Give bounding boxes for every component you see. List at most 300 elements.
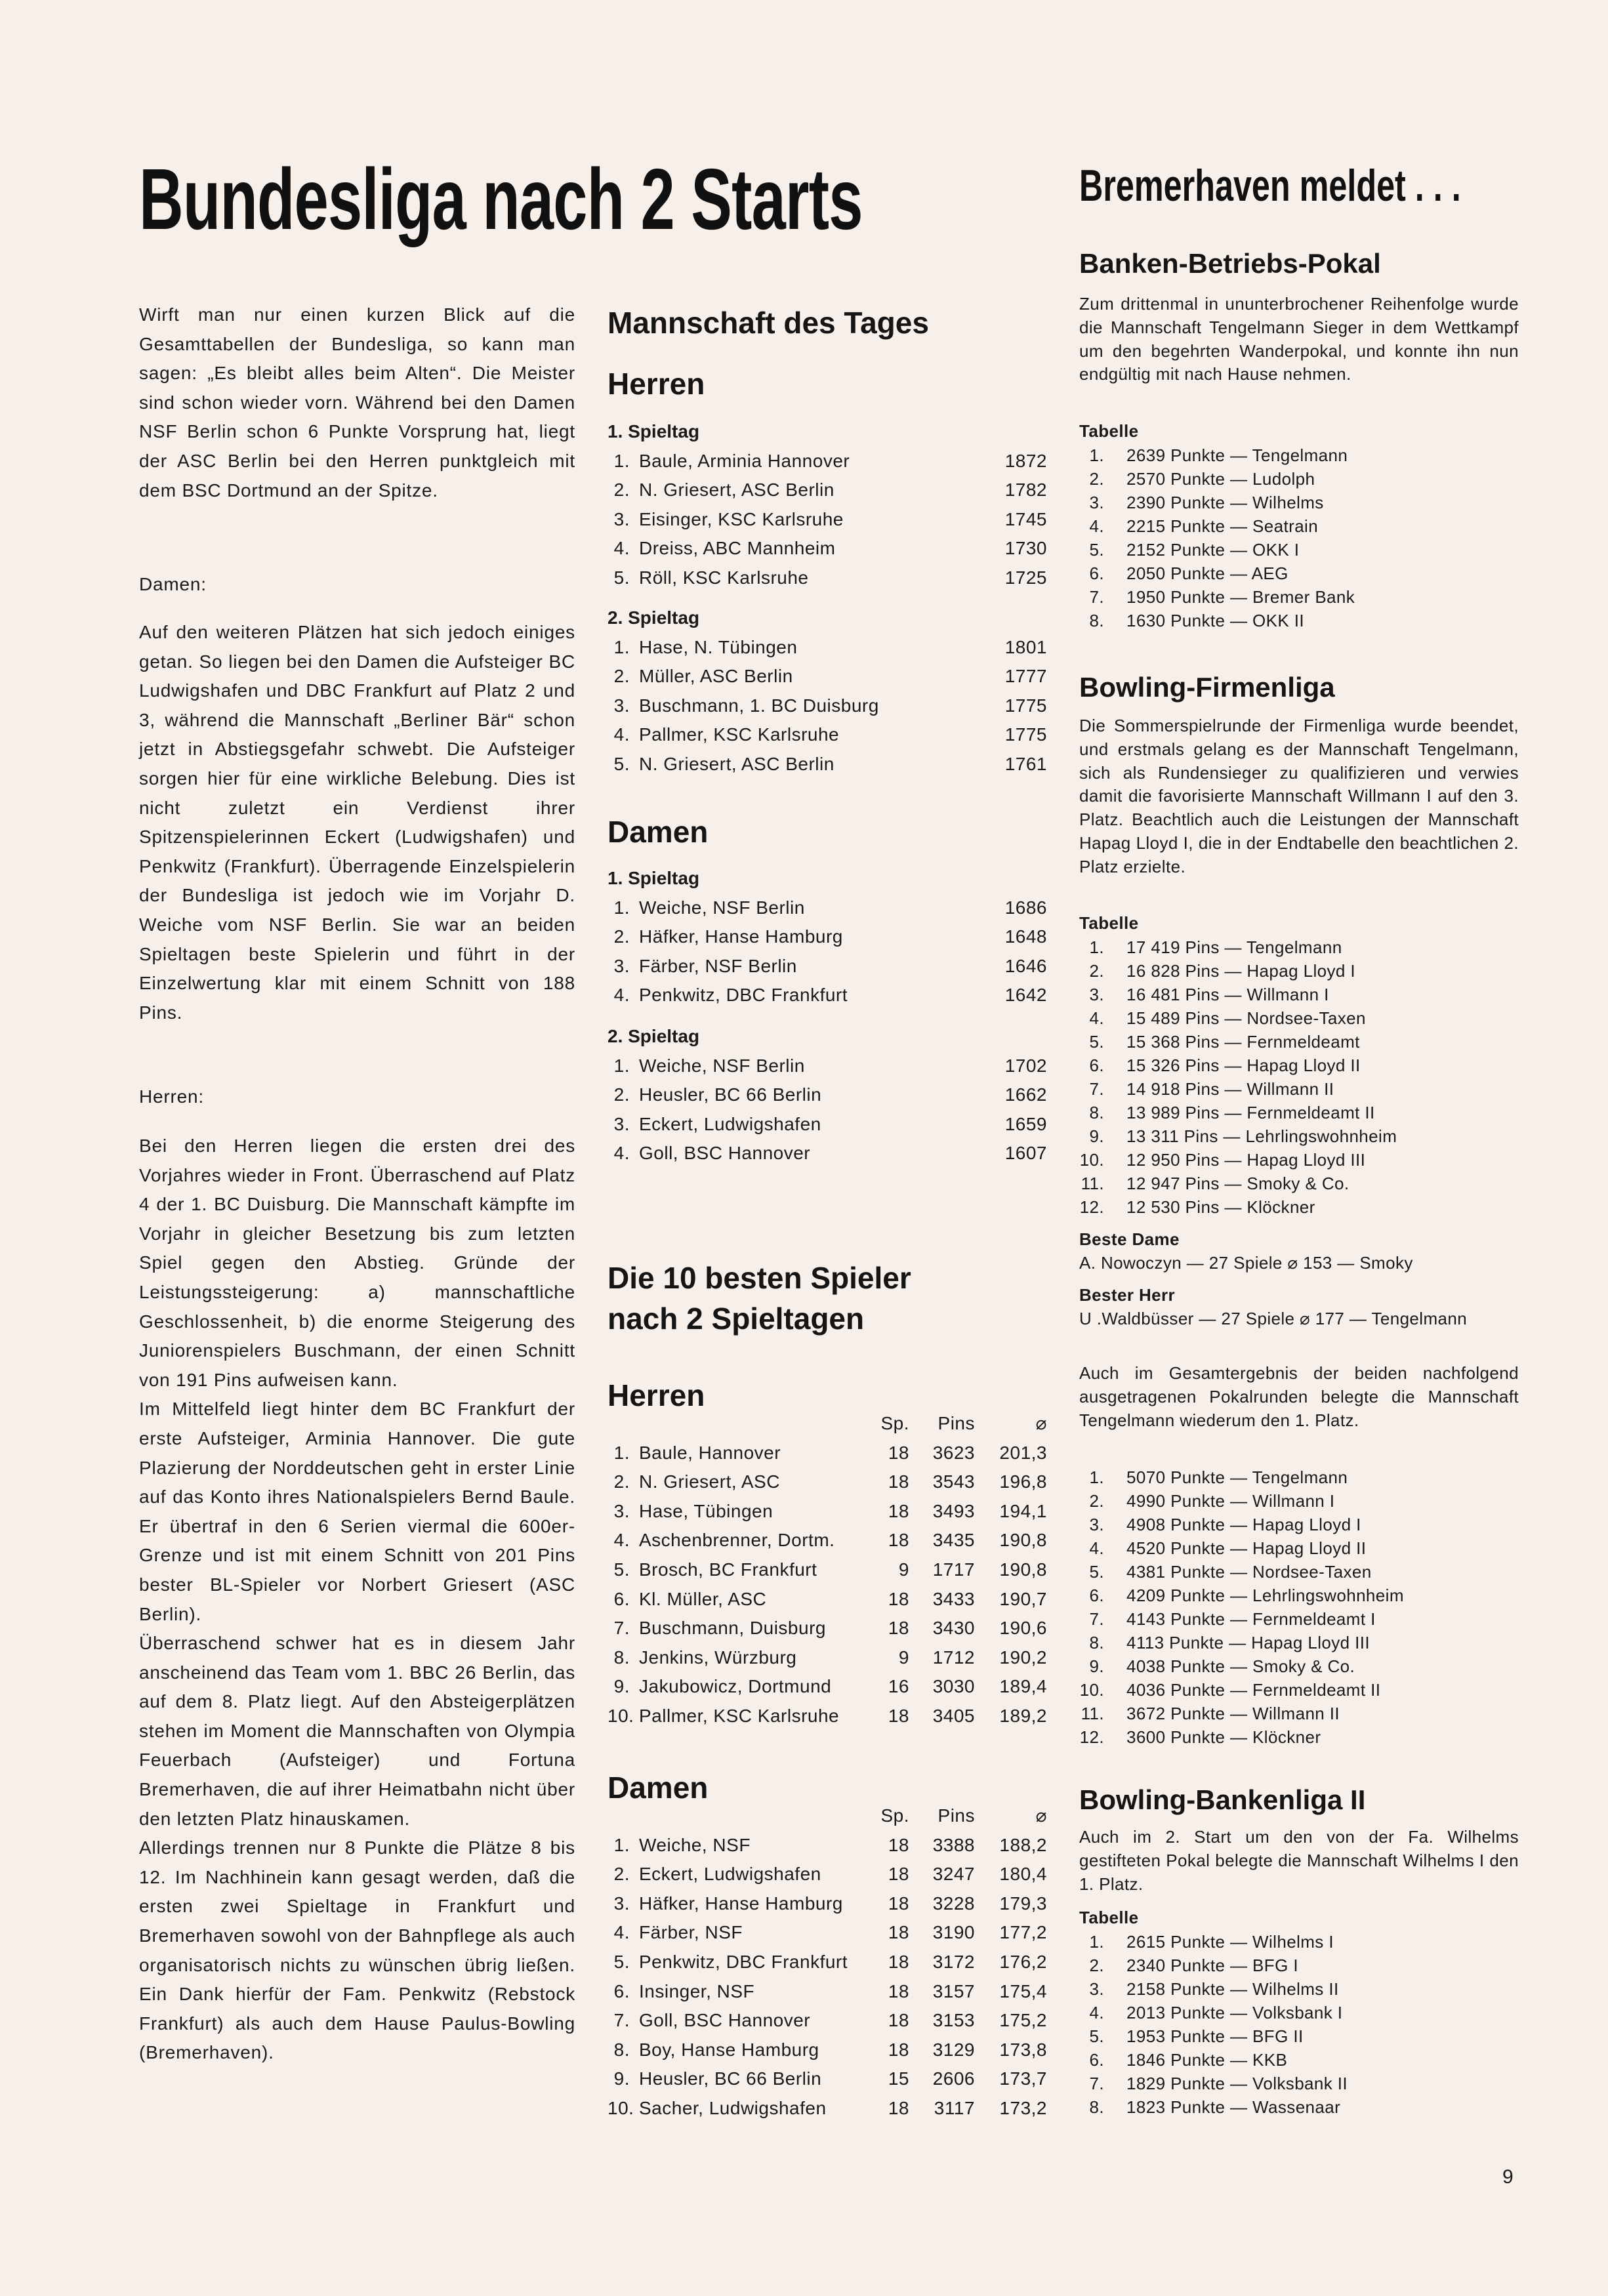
table-row [608, 922, 1047, 952]
result: 4038 Punkte — Smoky & Co. [1126, 1656, 1355, 1676]
bester-herr-value: U .Waldbüsser — 27 Spiele ⌀ 177 — Tengelmann [1079, 1308, 1468, 1328]
rank: 4. [1089, 2002, 1104, 2022]
games: 18 [888, 1893, 909, 1914]
result: 12 947 Pins — Smoky & Co. [1126, 1173, 1350, 1193]
rank: 9. [613, 2068, 630, 2089]
bankenliga-heading: Bowling-Bankenliga II [1079, 1784, 1366, 1815]
result: 1953 Punkte — BFG II [1126, 2026, 1304, 2046]
table-header [608, 1409, 1047, 1439]
rank: 4. [613, 1922, 630, 1943]
result: 4143 Punkte — Fernmeldeamt I [1126, 1609, 1376, 1629]
rank: 3. [613, 1893, 630, 1914]
player-name: Färber, NSF Berlin [639, 955, 797, 976]
player-name: Eisinger, KSC Karlsruhe [639, 508, 844, 529]
table-row [608, 1948, 1047, 1977]
rank: 2. [613, 480, 630, 501]
result: 3600 Punkte — Klöckner [1126, 1727, 1321, 1747]
result: 13 311 Pins — Lehrlingswohnheim [1126, 1126, 1397, 1146]
table-row [608, 534, 1047, 564]
gesamtergebnis-table [1079, 1466, 1519, 1749]
header-avg: ⌀ [1035, 1805, 1047, 1826]
pins: 3623 [932, 1442, 975, 1463]
pins: 3433 [932, 1588, 975, 1609]
score: 1761 [1004, 753, 1047, 774]
damen-spieltag-2 [608, 1022, 1047, 1168]
pins: 3228 [932, 1893, 975, 1914]
rank: 2. [1089, 960, 1104, 981]
rank: 2. [1089, 468, 1104, 489]
header-pins: Pins [938, 1413, 975, 1433]
table-row [608, 1555, 1047, 1585]
damen-text: Auf den weiteren Plätzen hat sich jedoch einiges getan. So liegen bei den Damen die Aufsteiger BC Ludwigshafen und DBC Frankfurt auf Platz 2 und 3, während die Mannschaft „Berliner Bär“ schon jetzt in Abstiegsgefahr schwebt. Die Aufsteiger sorgen hier für eine wirkliche Belebung. Dies ist nicht zuletzt ein Verdienst ihrer Spitzenspielerinnen Eckert (Ludwigshafen) und Penkwitz (Frankfurt). Überragende Einzelspielerin der Bundesliga ist jedoch wie im Vorjahr D. Weiche vom NSF Berlin. Sie war an beiden Spieltagen beste Spielerin und führt in der Einzelwertung klar mit einem Schnitt von 188 Pins. [139, 622, 575, 1023]
average: 190,8 [999, 1530, 1047, 1551]
list-item [1079, 1054, 1519, 1077]
score: 1648 [1004, 926, 1047, 947]
rank: 6. [1089, 563, 1104, 583]
rank: 1. [1089, 1931, 1104, 1952]
player-name: Hase, Tübingen [639, 1500, 773, 1521]
player-name: Heusler, BC 66 Berlin [639, 1084, 822, 1105]
player-name: Eckert, Ludwigshafen [639, 1864, 821, 1885]
rank: 7. [613, 1618, 630, 1639]
games: 18 [888, 1922, 909, 1943]
average: 175,4 [999, 1980, 1047, 2001]
average: 179,3 [999, 1893, 1047, 1914]
pins: 3247 [932, 1864, 975, 1885]
rank: 8. [613, 1647, 630, 1668]
player-name: Buschmann, 1. BC Duisburg [639, 695, 879, 716]
banken-paragraph [1079, 293, 1519, 386]
table-row [608, 750, 1047, 779]
table-row [608, 447, 1047, 476]
herren-text-4: Allerdings trennen nur 8 Punkte die Plätze 8 bis 12. Im Nachhinein kann gesagt werden, daß die ersten zwei Spieltage in Frankfurt und Bremerhaven sowohl von der Bahnpflege als auch organisatorisch nichts zu wünschen übrig ließen. Ein Dank hierfür der Fam. Penkwitz (Rebstock Frankfurt) als auch dem Hause Paulus-Bowling (Bremerhaven). [139, 1837, 575, 2063]
rank: 4. [613, 1143, 630, 1164]
spieltag-label: 1. Spieltag [608, 868, 700, 888]
spieltag-label: 1. Spieltag [608, 421, 700, 441]
best-heading-line2: nach 2 Spieltagen [608, 1302, 865, 1336]
player-name: Weiche, NSF Berlin [639, 897, 805, 918]
player-name: Brosch, BC Frankfurt [639, 1559, 817, 1580]
rank: 5. [1089, 1562, 1104, 1582]
rank: 1. [1089, 937, 1104, 957]
result: 1846 Punkte — KKB [1126, 2049, 1288, 2070]
player-name: Penkwitz, DBC Frankfurt [639, 985, 848, 1006]
rank: 10. [608, 1705, 634, 1726]
player-name: Häfker, Hanse Hamburg [639, 926, 843, 947]
result: 2570 Punkte — Ludolph [1126, 468, 1315, 489]
beste-dame [1079, 1228, 1519, 1275]
table-row [608, 2064, 1047, 2094]
result: 2050 Punkte — AEG [1126, 563, 1288, 583]
average: 188,2 [999, 1834, 1047, 1855]
average: 176,2 [999, 1951, 1047, 1972]
pins: 3435 [932, 1530, 975, 1551]
mannschaft-herren-heading: Herren [608, 367, 705, 401]
list-item [1079, 1930, 1519, 1954]
result: 3672 Punkte — Willmann II [1126, 1704, 1340, 1723]
rank: 5. [1089, 2026, 1104, 2046]
rank: 8. [1089, 1633, 1104, 1652]
best-damen-table [608, 1801, 1047, 2123]
best-damen-heading: Damen [608, 1771, 709, 1805]
player-name: Weiche, NSF [639, 1834, 751, 1855]
result: 2390 Punkte — Wilhelms [1126, 492, 1324, 512]
list-item [1079, 959, 1519, 983]
list-item [1079, 1977, 1519, 2001]
list-item [1079, 983, 1519, 1006]
score: 1702 [1004, 1055, 1047, 1076]
rank: 2. [613, 926, 630, 947]
games: 18 [888, 1834, 909, 1855]
table-row [608, 1918, 1047, 1948]
header-spacer [608, 1409, 630, 1439]
result: 2013 Punkte — Volksbank I [1126, 2002, 1343, 2022]
firmenliga-text: Die Sommerspielrunde der Firmenliga wurde beendet, und erstmals gelang es der Mannschaft Tengelmann, sich als Rundensieger zu qualifizieren und verwies damit die favorisierte Mannschaft Willmann I auf den 3. Platz. Beachtlich auch die Leistungen der Mannschaft Hapag Lloyd I, die in der Endtabelle den beachtlichen 2. Platz erzielte. [1079, 716, 1519, 876]
score: 1642 [1004, 985, 1047, 1006]
rank: 11. [1081, 1173, 1104, 1193]
pins: 3430 [932, 1618, 975, 1639]
rank: 3. [613, 955, 630, 976]
rank: 2. [1089, 1491, 1104, 1511]
list-item [1079, 1954, 1519, 1977]
table-row [608, 720, 1047, 750]
list-item [1079, 2072, 1519, 2095]
score: 1801 [1004, 636, 1047, 657]
average: 173,2 [999, 2097, 1047, 2118]
rank: 11. [1081, 1704, 1104, 1723]
player-name: Jenkins, Würzburg [639, 1647, 797, 1668]
rank: 1. [613, 636, 630, 657]
rank: 8. [1089, 2097, 1104, 2117]
list-item [1079, 1489, 1519, 1513]
header-pins: Pins [938, 1805, 975, 1826]
average: 173,7 [999, 2068, 1047, 2089]
table-row [608, 1977, 1047, 2007]
herren-label: Herren: [139, 1086, 204, 1107]
list-item [1079, 1124, 1519, 1148]
list-item [1079, 1607, 1519, 1631]
rank: 1. [613, 1442, 630, 1463]
pins: 3388 [932, 1834, 975, 1855]
pins: 3153 [932, 2010, 975, 2031]
rank: 3. [1089, 492, 1104, 512]
list-item [1079, 1725, 1519, 1749]
result: 2340 Punkte — BFG I [1126, 1955, 1298, 1975]
best-players-heading [608, 1258, 1047, 1339]
result: 2215 Punkte — Seatrain [1126, 516, 1319, 536]
average: 190,8 [999, 1559, 1047, 1580]
pins: 3190 [932, 1922, 975, 1943]
herren-text-3: Überraschend schwer hat es in diesem Jahr anscheinend das Team vom 1. BBC 26 Berlin, das auf dem 8. Platz liegt. Auf den Absteigerplätzen stehen im Moment die Mannschaften von Olympia Feuerbach (Aufsteiger) und Fortuna Bremerhaven, die auf ihrer Heimatbahn nicht über den letzten Platz hinauskamen. [139, 1633, 575, 1829]
list-item [1079, 538, 1519, 562]
result: 2152 Punkte — OKK I [1126, 539, 1300, 560]
average: 180,4 [999, 1864, 1047, 1885]
average: 201,3 [999, 1442, 1047, 1463]
average: 175,2 [999, 2010, 1047, 2031]
pins: 3493 [932, 1500, 975, 1521]
table-row [608, 1110, 1047, 1139]
score: 1872 [1004, 450, 1047, 471]
result: 4113 Punkte — Hapag Lloyd III [1126, 1633, 1371, 1652]
table-row [608, 1889, 1047, 1919]
rank: 6. [613, 1980, 630, 2001]
table-row [608, 1643, 1047, 1673]
player-name: Pallmer, KSC Karlsruhe [639, 1705, 840, 1726]
list-item [1079, 491, 1519, 514]
player-name: Baule, Arminia Hannover [639, 450, 850, 471]
rank: 10. [1079, 1149, 1104, 1170]
rank: 7. [613, 2010, 630, 2031]
score: 1659 [1004, 1113, 1047, 1134]
list-item [1079, 1513, 1519, 1536]
best-heading-line1: Die 10 besten Spieler [608, 1261, 911, 1295]
player-name: Weiche, NSF Berlin [639, 1055, 805, 1076]
list-item [1079, 609, 1519, 632]
rank: 8. [1089, 1102, 1104, 1122]
result: 1823 Punkte — Wassenaar [1126, 2097, 1341, 2117]
spieltag-label: 2. Spieltag [608, 607, 700, 628]
rank: 3. [613, 1500, 630, 1521]
list-item [1079, 1006, 1519, 1030]
rank: 9. [1089, 1126, 1104, 1146]
table-row [608, 2006, 1047, 2036]
list-item [1079, 514, 1519, 538]
average: 190,2 [999, 1647, 1047, 1668]
score: 1686 [1004, 897, 1047, 918]
player-name: N. Griesert, ASC Berlin [639, 480, 835, 501]
pins: 3405 [932, 1705, 975, 1726]
list-item [1079, 1678, 1519, 1702]
header-sp: Sp. [880, 1413, 909, 1433]
result: 2615 Punkte — Wilhelms I [1126, 1931, 1334, 1952]
list-item [1079, 1584, 1519, 1607]
table-row [608, 1052, 1047, 1081]
player-name: Aschenbrenner, Dortm. [639, 1530, 835, 1551]
rank: 5. [613, 1951, 630, 1972]
table-row [608, 1831, 1047, 1860]
rank: 6. [613, 1588, 630, 1609]
list-item [1079, 467, 1519, 491]
result: 4381 Punkte — Nordsee-Taxen [1126, 1562, 1372, 1582]
rank: 5. [1089, 1031, 1104, 1052]
average: 190,6 [999, 1618, 1047, 1639]
player-name: N. Griesert, ASC [639, 1471, 780, 1492]
table-row [608, 1139, 1047, 1168]
list-item [1079, 2095, 1519, 2119]
result: 15 489 Pins — Nordsee-Taxen [1126, 1008, 1366, 1028]
list-item [1079, 1148, 1519, 1172]
average: 177,2 [999, 1922, 1047, 1943]
best-herren-heading: Herren [608, 1378, 705, 1412]
games: 18 [888, 1530, 909, 1551]
games: 18 [888, 1618, 909, 1639]
rank: 3. [1089, 984, 1104, 1004]
player-name: Eckert, Ludwigshafen [639, 1113, 821, 1134]
average: 190,7 [999, 1588, 1047, 1609]
list-item [1079, 2001, 1519, 2024]
bankenliga-paragraph [1079, 1826, 1519, 1896]
bankenliga-table [1079, 1906, 1519, 2119]
table-row [608, 505, 1047, 535]
list-item [1079, 935, 1519, 959]
player-name: Dreiss, ABC Mannheim [639, 538, 836, 559]
herren-text-2: Im Mittelfeld liegt hinter dem BC Frankfurt der erste Aufsteiger, Arminia Hannover. Die gute Plazierung der Norddeutschen geht in erster Linie auf das Konto ihres Nationalspielers Bernd Baule. Er übertraf in den 6 Serien viermal die 600er-Grenze und ist mit einem Schnitt von 201 Pins bester BL-Spieler vor Norbert Griesert (ASC Berlin). [139, 1399, 575, 1624]
list-item [1079, 1172, 1519, 1195]
rank: 1. [613, 897, 630, 918]
rank: 3. [613, 508, 630, 529]
rank: 9. [613, 1676, 630, 1697]
table-row [608, 1614, 1047, 1643]
pins: 3172 [932, 1951, 975, 1972]
page-title: Bundesliga nach 2 Starts [139, 151, 863, 247]
result: 4209 Punkte — Lehrlingswohnheim [1126, 1586, 1404, 1605]
list-item [1079, 1195, 1519, 1219]
best-herren-table [608, 1409, 1047, 1731]
rank: 7. [1089, 1609, 1104, 1629]
player-name: N. Griesert, ASC Berlin [639, 753, 835, 774]
average: 196,8 [999, 1471, 1047, 1492]
rank: 5. [613, 753, 630, 774]
table-row [608, 1467, 1047, 1497]
tabelle-label: Tabelle [1079, 913, 1139, 933]
tabelle-label: Tabelle [1079, 421, 1139, 441]
result: 1829 Punkte — Volksbank II [1126, 2073, 1348, 2093]
rank: 6. [1089, 1055, 1104, 1075]
rank: 9. [1089, 1656, 1104, 1676]
firmenliga-paragraph [1079, 714, 1519, 879]
list-item [1079, 1631, 1519, 1654]
table-row [608, 1497, 1047, 1527]
games: 9 [898, 1647, 909, 1668]
rank: 3. [1089, 1515, 1104, 1534]
games: 18 [888, 1951, 909, 1972]
spieltag-label: 2. Spieltag [608, 1026, 700, 1046]
games: 18 [888, 2097, 909, 2118]
bester-herr [1079, 1284, 1519, 1331]
result: 15 326 Pins — Hapag Lloyd II [1126, 1055, 1361, 1075]
banken-heading: Banken-Betriebs-Pokal [1079, 248, 1381, 279]
average: 189,2 [999, 1705, 1047, 1726]
header-avg: ⌀ [1035, 1413, 1047, 1433]
table-row [608, 564, 1047, 593]
table-row [608, 981, 1047, 1010]
tabelle-label: Tabelle [1079, 1908, 1139, 1927]
player-name: Röll, KSC Karlsruhe [639, 567, 809, 588]
rank: 4. [613, 1530, 630, 1551]
result: 4990 Punkte — Willmann I [1126, 1491, 1335, 1511]
banken-text: Zum drittenmal in ununterbrochener Reihenfolge wurde die Mannschaft Tengelmann Sieger in dem Wettkampf um den begehrten Wanderpokal, und konnte ihn nun endgültig mit nach Hause nehmen. [1079, 294, 1519, 384]
table-row [608, 2094, 1047, 2123]
herren-spieltag-2 [608, 604, 1047, 779]
player-name: Häfker, Hanse Hamburg [639, 1893, 843, 1914]
result: 15 368 Pins — Fernmeldeamt [1126, 1031, 1360, 1052]
score: 1607 [1004, 1143, 1047, 1164]
gesamtergebnis-paragraph [1079, 1362, 1519, 1432]
list-item [1079, 1536, 1519, 1560]
average: 173,8 [999, 2039, 1047, 2060]
games: 18 [888, 1864, 909, 1885]
games: 18 [888, 2010, 909, 2031]
player-name: Heusler, BC 66 Berlin [639, 2068, 822, 2089]
list-item [1079, 1030, 1519, 1054]
herren-text-1: Bei den Herren liegen die ersten drei des Vorjahres wieder in Front. Überraschend auf Platz 4 der 1. BC Duisburg. Die Mannschaft kämpfte im Vorjahr in gleicher Besetzung bis zum letzten Spiel gegen den Abstieg. Gründe der Leistungssteigerung: a) mannschaftliche Geschlossenheit, b) die enorme Steigerung des Juniorenspielers Buschmann, der einen Schnitt von 191 Pins aufweisen kann. [139, 1136, 575, 1390]
result: 2158 Punkte — Wilhelms II [1126, 1978, 1339, 1999]
header-spacer [608, 1801, 630, 1831]
games: 18 [888, 1471, 909, 1492]
player-name: Färber, NSF [639, 1922, 743, 1943]
header-sp: Sp. [880, 1805, 909, 1826]
mannschaft-damen-heading: Damen [608, 815, 709, 849]
player-name: Boy, Hanse Hamburg [639, 2039, 819, 2060]
table-row [608, 2036, 1047, 2065]
rank: 6. [1089, 1586, 1104, 1605]
herren-paragraphs [139, 1132, 575, 2068]
score: 1777 [1004, 666, 1047, 687]
score: 1725 [1004, 567, 1047, 588]
player-name: Goll, BSC Hannover [639, 2010, 811, 2031]
bankenliga-text: Auch im 2. Start um den von der Fa. Wilhelms gestifteten Pokal belegte die Mannschaft Wilhelms I den 1. Platz. [1079, 1827, 1519, 1894]
games: 18 [888, 2039, 909, 2060]
gesamtergebnis-text: Auch im Gesamtergebnis der beiden nachfolgend ausgetragenen Pokalrunden belegte die Mannschaft Tengelmann wiederum den 1. Platz. [1079, 1363, 1519, 1430]
beste-dame-value: A. Nowoczyn — 27 Spiele ⌀ 153 — Smoky [1079, 1252, 1413, 1273]
pins: 2606 [932, 2068, 975, 2089]
pins: 3543 [932, 1471, 975, 1492]
pins: 3117 [934, 2097, 975, 2118]
list-item [1079, 562, 1519, 585]
rank: 7. [1089, 1078, 1104, 1099]
games: 18 [888, 1705, 909, 1726]
firmenliga-heading: Bowling-Firmenliga [1079, 672, 1335, 703]
result: 12 950 Pins — Hapag Lloyd III [1126, 1149, 1366, 1170]
list-item [1079, 1654, 1519, 1678]
pins: 3157 [932, 1980, 975, 2001]
list-item [1079, 2048, 1519, 2072]
player-name: Goll, BSC Hannover [639, 1143, 811, 1164]
rank: 4. [613, 538, 630, 559]
table-row [608, 1860, 1047, 1889]
pins: 1712 [932, 1647, 975, 1668]
score: 1745 [1004, 508, 1047, 529]
table-row [608, 952, 1047, 981]
list-item [1079, 2024, 1519, 2048]
result: 4520 Punkte — Hapag Lloyd II [1126, 1538, 1367, 1558]
banken-table [1079, 420, 1519, 632]
player-name: Jakubowicz, Dortmund [639, 1676, 832, 1697]
list-item [1079, 1077, 1519, 1101]
result: 13 989 Pins — Fernmeldeamt II [1126, 1102, 1375, 1122]
rank: 2. [613, 1864, 630, 1885]
table-row [608, 1672, 1047, 1702]
table-row [608, 633, 1047, 663]
rank: 10. [608, 2097, 634, 2118]
result: 4036 Punkte — Fernmeldeamt II [1126, 1680, 1381, 1700]
games: 18 [888, 1588, 909, 1609]
games: 18 [888, 1500, 909, 1521]
result: 1630 Punkte — OKK II [1126, 610, 1305, 630]
result: 16 481 Pins — Willmann I [1126, 984, 1329, 1004]
rank: 6. [1089, 2049, 1104, 2070]
rank: 2. [613, 1471, 630, 1492]
rank: 2. [613, 1084, 630, 1105]
pins: 3030 [932, 1676, 975, 1697]
rank: 8. [613, 2039, 630, 2060]
games: 9 [898, 1559, 909, 1580]
rank: 5. [613, 567, 630, 588]
table-row [608, 893, 1047, 923]
table-row [608, 1080, 1047, 1110]
rank: 3. [613, 1113, 630, 1134]
player-name: Hase, N. Tübingen [639, 636, 798, 657]
